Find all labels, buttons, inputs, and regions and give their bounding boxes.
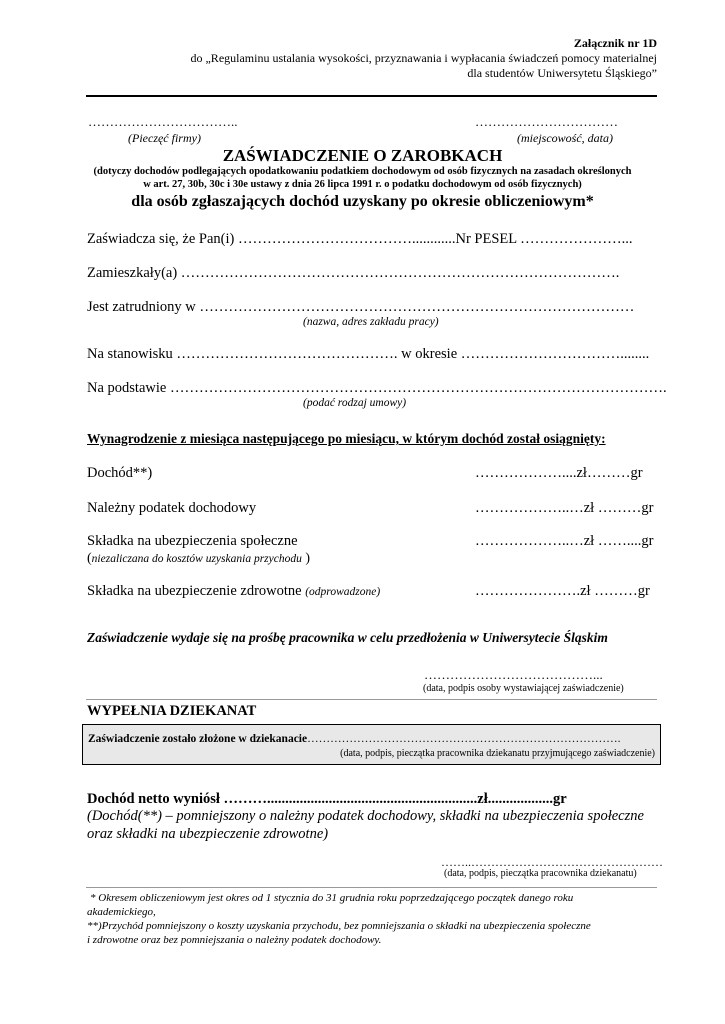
attachment-line1: do „Regulaminu ustalania wysokości, przyznawania i wypłacania świadczeń pomocy materialnej: [190, 51, 657, 65]
attachment-line2: dla studentów Uniwersytetu Śląskiego”: [467, 66, 657, 80]
stamp-dots: ……………………………..: [88, 114, 238, 129]
dean-signature-label: (data, podpis, pieczątka pracownika dziekanatu): [444, 868, 637, 879]
place-dots: ……………………………: [475, 114, 618, 129]
employer-hint: (nazwa, adres zakładu pracy): [303, 316, 439, 328]
footnote-2-line2: i zdrowotne oraz bez pomniejszania o należny podatek dochodowy.: [87, 934, 382, 946]
social-label: Składka na ubezpieczenia społeczne: [87, 533, 298, 549]
issuer-dots: …………………………………...: [424, 667, 603, 682]
footnote-2-line1: **)Przychód pomniejszony o koszty uzyskania przychodu, bez pomniejszania o składki na ubezpieczenia społeczne: [87, 920, 591, 932]
income-value: ………………....zł………gr: [475, 465, 643, 481]
address-field: Zamieszkały(a) ……………………………………………………………………………….: [87, 265, 620, 281]
issuer-label: (data, podpis osoby wystawiającej zaświadczenie): [423, 683, 624, 694]
certify-field: Zaświadcza się, że Pan(i) ………………………………............Nr PESEL …………………...: [87, 231, 633, 247]
place-label: (miejscowość, data): [517, 131, 613, 145]
dean-submitted-hint: (data, podpis, pieczątka pracownika dziekanatu przyjmującego zaświadczenie): [340, 748, 655, 759]
basis-hint: (podać rodzaj umowy): [303, 397, 407, 409]
dean-submitted-text: Zaświadczenie zostało złożone w dziekanacie: [88, 733, 308, 745]
position-field: Na stanowisku ………………………………………. w okresie ……………………………........: [87, 346, 650, 362]
footnote-divider: [86, 887, 657, 888]
salary-heading: Wynagrodzenie z miesiąca następującego po miesiącu, w którym dochód został osiągnięty:: [87, 431, 606, 446]
basis-field: Na podstawie ………………………………………………………………………………………….: [87, 380, 667, 396]
dean-signature-dots: ……..…………………………………………: [441, 855, 663, 869]
issued-note: Zaświadczenie wydaje się na prośbę pracownika w celu przedłożenia w Uniwersytecie Śląskim: [87, 630, 608, 645]
subtitle-line2: w art. 27, 30b, 30c i 30e ustawy z dnia 26 lipca 1991 r. o podatku dochodowym od osób fizycznych): [143, 179, 582, 190]
section-heading: dla osób zgłaszających dochód uzyskany po okresie obliczeniowym*: [131, 193, 594, 210]
employer-field: Jest zatrudniony w ………………………………………………………………………………: [87, 299, 635, 315]
footnote-1-line2: akademickiego,: [87, 906, 156, 918]
net-explain-line1: (Dochód(**) – pomniejszony o należny podatek dochodowy, składki na ubezpieczenia społeczne: [87, 808, 644, 824]
issuer-divider: [86, 699, 657, 700]
header-divider: [86, 95, 657, 97]
social-note-text: niezaliczana do kosztów uzyskania przychodu: [91, 553, 302, 565]
dean-submitted-dots: ……………………………………………………………………….: [307, 733, 621, 745]
net-explain-line2: oraz składki na ubezpieczenie zdrowotne): [87, 826, 329, 842]
dean-submitted: [88, 733, 620, 745]
social-value: ………………..…zł ……....gr: [475, 533, 654, 549]
net-income-line: Dochód netto wyniósł ………..........................................................zł..................gr: [87, 791, 567, 807]
footnote-1-line1: * Okresem obliczeniowym jest okres od 1 stycznia do 31 grudnia roku poprzedzającego początek danego roku: [90, 892, 574, 904]
social-note: (niezaliczana do kosztów uzyskania przychodu ): [87, 551, 311, 566]
health-value: ………………….zł ………gr: [475, 583, 650, 599]
income-label: Dochód**): [87, 465, 153, 481]
dean-heading: WYPEŁNIA DZIEKANAT: [87, 703, 257, 719]
attachment-number: Załącznik nr 1D: [573, 36, 657, 50]
stamp-label: (Pieczęć firmy): [128, 131, 201, 145]
tax-value: ………………..…zł ………gr: [475, 500, 654, 516]
health-label: [87, 583, 380, 600]
tax-label: Należny podatek dochodowy: [87, 500, 257, 516]
health-note: (odprowadzone): [305, 586, 381, 598]
document-title: ZAŚWIADCZENIE O ZAROBKACH: [222, 146, 503, 165]
health-label-text: Składka na ubezpieczenie zdrowotne: [87, 583, 302, 599]
subtitle-line1: (dotyczy dochodów podlegających opodatkowaniu podatkiem dochodowym od osób fizycznych na zasadach określonych: [93, 166, 632, 177]
